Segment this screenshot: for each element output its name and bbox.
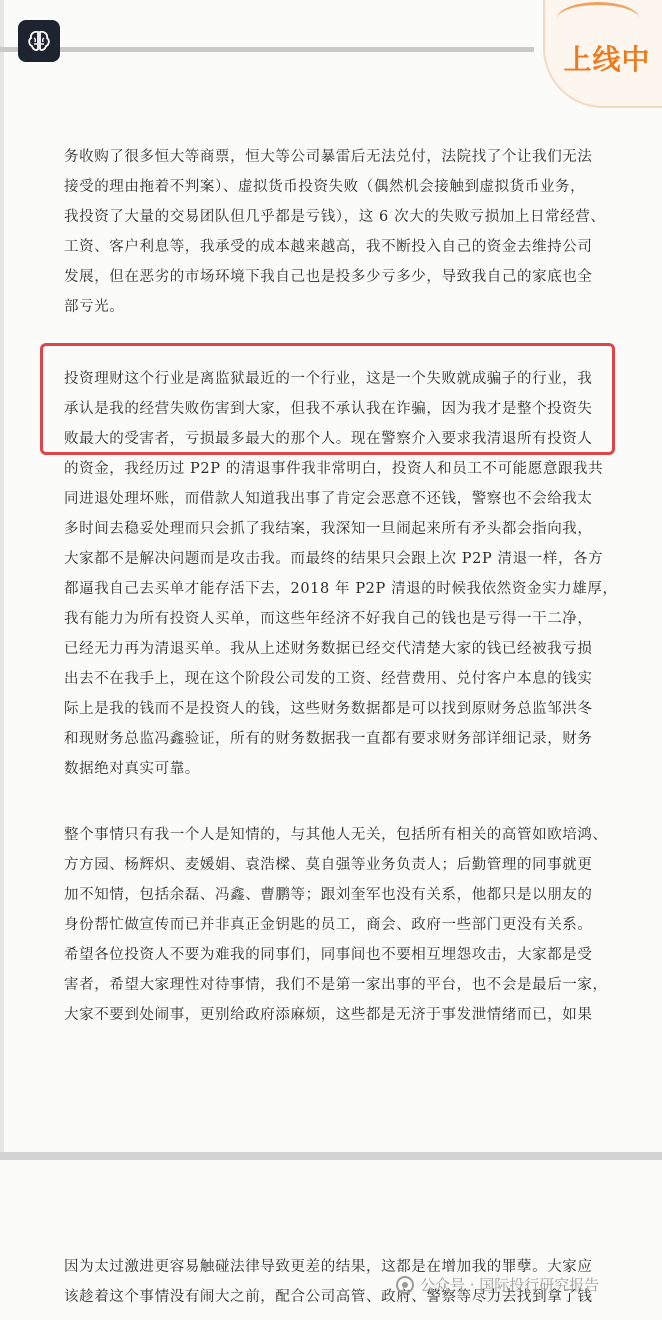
page-divider [0, 1152, 662, 1160]
text-line: 败最大的受害者，亏损最多最大的那个人。现在警察介入要求我清退所有投资人 [64, 431, 593, 447]
wechat-logo-icon [396, 1276, 414, 1294]
text-line: 的资金，我经历过 P2P 的清退事件我非常明白，投资人和员工不可能愿意跟我共 [64, 461, 604, 477]
brain-icon[interactable] [18, 20, 60, 62]
text-line: 该趁着这个事情没有闹大之前，配合公司高管、政府、警察等尽力去找到拿了钱 [64, 1289, 593, 1305]
text-line: 接受的理由拖着不判案）、虚拟货币投资失败（偶然机会接触到虚拟货币业务， [64, 179, 586, 195]
text-line: 害者，希望大家理性对待事情，我们不是第一家出事的平台，也不会是最后一家， [64, 977, 608, 993]
text-line: 希望各位投资人不要为难我的同事们，同事间也不要相互埋怨攻击，大家都是受 [64, 947, 593, 963]
text-line: 部亏光。 [64, 299, 125, 315]
text-line: 已经无力再为清退买单。我从上述财务数据已经交代清楚大家的钱已经被我亏损 [64, 641, 593, 657]
status-badge [543, 0, 662, 108]
text-line: 际上是我的钱而不是投资人的钱，这些财务数据都是可以找到原财务总监邹洪冬 [64, 701, 593, 717]
text-line: 多时间去稳妥处理而只会抓了我结案，我深知一旦闹起来所有矛头都会指向我， [64, 521, 593, 537]
text-line: 投资理财这个行业是离监狱最近的一个行业，这是一个失败就成骗子的行业，我 [64, 371, 593, 387]
text-line: 整个事情只有我一个人是知情的，与其他人无关，包括所有相关的高管如欧培鸿、 [64, 827, 608, 843]
text-line: 大家都不是解决问题而是攻击我。而最终的结果只会跟上次 P2P 清退一样，各方 [64, 551, 604, 567]
paragraph-1 [64, 142, 624, 322]
text-line: 发展，但在恶劣的市场环境下我自己也是投多少亏多少，导致我自己的家底也全 [64, 269, 593, 285]
text-line: 都逼我自己去买单才能存活下去，2018 年 P2P 清退的时候我依然资金实力雄厚， [64, 581, 618, 597]
text-line: 承认是我的经营失败伤害到大家，但我不承认我在诈骗，因为我才是整个投资失 [64, 401, 593, 417]
status-badge-label: 上线中 [563, 43, 651, 76]
highlight-box [40, 343, 615, 455]
text-line: 同进退处理坏账，而借款人知道我出事了肯定会恶意不还钱，警察也不会给我太 [64, 491, 593, 507]
text-line: 工资、客户利息等，我承受的成本越来越高，我不断投入自己的资金去维持公司 [64, 239, 593, 255]
watermark-text: 公众号 · 国际投行研究报告 [420, 1276, 600, 1294]
text-line: 身份帮忙做宣传而已并非真正金钥匙的员工，商会、政府一些部门更没有关系。 [64, 917, 593, 933]
sheet-edge [0, 0, 4, 1152]
watermark [396, 1274, 599, 1295]
header-rule [0, 47, 534, 52]
text-line: 我投资了大量的交易团队但几乎都是亏钱），这 6 次大的失败亏损加上日常经营、 [64, 209, 606, 225]
text-line: 务收购了很多恒大等商票，恒大等公司暴雷后无法兑付，法院找了个让我们无法 [64, 149, 593, 165]
text-line: 和现财务总监冯鑫验证，所有的财务数据我一直都有要求财务部详细记录，财务 [64, 731, 593, 747]
text-line: 因为太过激进更容易触碰法律导致更差的结果，这都是在增加我的罪孽。大家应 [64, 1259, 593, 1275]
text-line: 方方园、杨辉炽、麦媛娟、袁浩樑、莫自强等业务负责人；后勤管理的同事就更 [64, 857, 593, 873]
text-line: 加不知情，包括余磊、冯鑫、曹鹏等；跟刘奎军也没有关系，他都只是以朋友的 [64, 887, 593, 903]
text-line: 数据绝对真实可靠。 [64, 761, 200, 777]
text-line: 我有能力为所有投资人买单，而这些年经济不好我自己的钱也是亏得一干二净， [64, 611, 593, 627]
badge-arc [557, 2, 639, 35]
paragraph-3 [64, 820, 624, 1030]
text-line: 大家不要到处闹事，更别给政府添麻烦，这些都是无济于事发泄情绪而已，如果 [64, 1007, 593, 1023]
text-line: 出去不在我手上，现在这个阶段公司发的工资、经营费用、兑付客户本息的钱实 [64, 671, 593, 687]
